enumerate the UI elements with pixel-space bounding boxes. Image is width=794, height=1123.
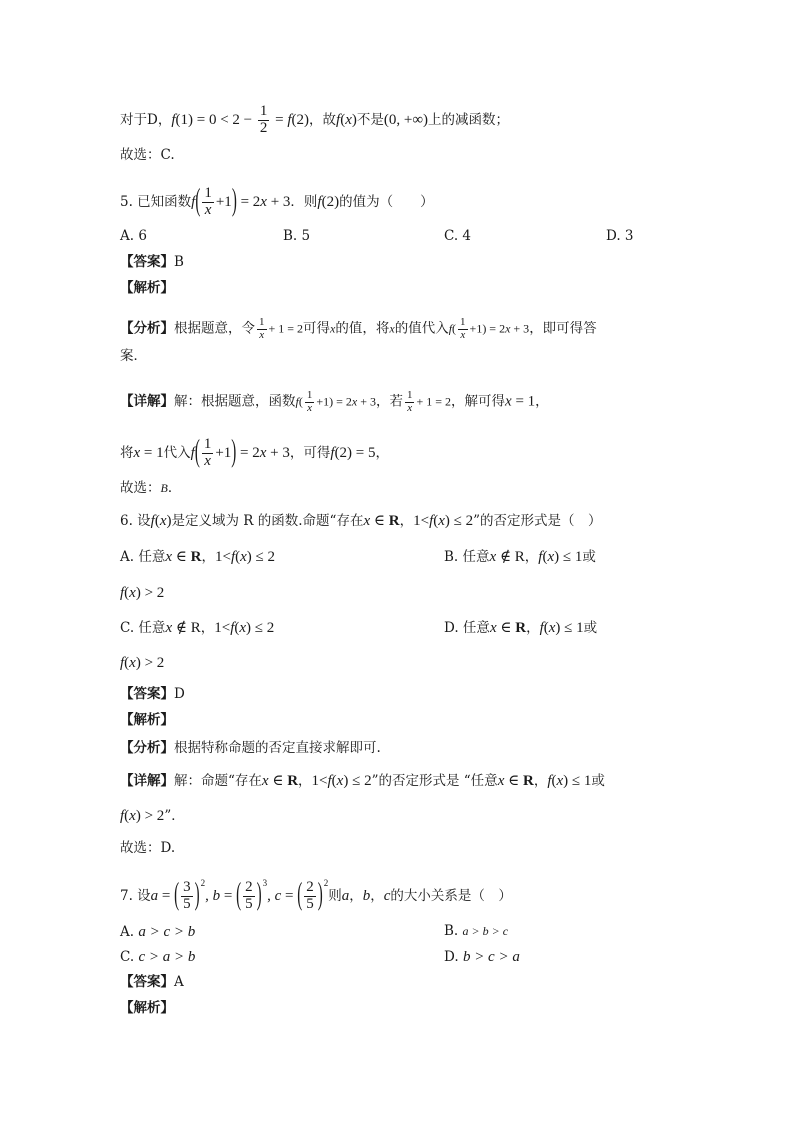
q7-answer: 【答案】A: [120, 974, 184, 990]
q5-xiangjie-line1: 【详解】解：根据题意，函数f( $\frac{1}{x}$ +1) = 2x + 3，若 $\frac{1}{x}$ + 1 = 2，解可得x = 1，: [120, 389, 549, 414]
q6-xiangjie-cont: f(x) > 2”．: [120, 808, 185, 824]
q6-option-b-cont: f(x) > 2: [120, 585, 165, 601]
q6-stem: 6. 设f(x)是定义域为 R 的函数.命题“存在x ∈ R，1<f(x) ≤ 2”的否定形式是（ ）: [120, 513, 602, 529]
q5-analysis-tag: 【解析】: [120, 280, 174, 296]
q5-option-d: D. 3: [606, 228, 634, 244]
q5-xiangjie-line2: 将x = 1代入f( $\frac{1}{x}$ +1) = 2x + 3，可得f(2) = 5，: [120, 435, 390, 469]
q5-option-a: A. 6: [120, 228, 147, 244]
q5-fenxi-line2: 案．: [120, 348, 147, 364]
q6-option-d-cont: f(x) > 2: [120, 655, 165, 671]
q6-option-c: C. 任意x ∉ R，1<f(x) ≤ 2: [120, 620, 275, 636]
q4-answer-line: 故选：C.: [120, 147, 175, 163]
q6-option-b: B. 任意x ∉ R，f(x) ≤ 1或: [444, 549, 596, 565]
q7-option-d: D. b > c > a: [444, 949, 520, 965]
q6-fenxi: 【分析】根据特称命题的否定直接求解即可.: [120, 740, 381, 756]
q7-option-c: C. c > a > b: [120, 949, 196, 965]
q7-stem: 7. 设a = ( $\frac{3}{5}$ )$^2$, b = ( $\frac{2}{5}$ )$^3$, c = ( $\frac{2}{5}$ )$^2$则a，b，c的大小关系是（ ）: [120, 878, 512, 913]
q5-stem: 5. 已知函数f( $\frac{1}{x}$ +1) = 2x + 3．则f(2)的值为（ ）: [120, 184, 434, 218]
q7-analysis-tag: 【解析】: [120, 1000, 174, 1016]
q6-analysis-tag: 【解析】: [120, 712, 174, 728]
q4-option-d-line: 对于D，f(1) = 0 < 2 − $\frac{1}{2}$ = f(2)，故f(x)不是(0, +∞)上的减函数；: [120, 103, 510, 136]
q6-answer-line: 故选：D.: [120, 840, 176, 856]
q7-option-b: B. a > b > c: [444, 923, 509, 939]
q7-option-a: A. a > c > b: [120, 924, 196, 940]
q6-xiangjie: 【详解】解：命题“存在x ∈ R，1<f(x) ≤ 2”的否定形式是 “任意x ∈ R，f(x) ≤ 1或: [120, 773, 605, 789]
q6-option-d: D. 任意x ∈ R，f(x) ≤ 1或: [444, 620, 598, 636]
q5-option-c: C. 4: [444, 228, 472, 244]
q5-answer: 【答案】B: [120, 254, 184, 270]
q5-choose-line: 故选：B．: [120, 480, 182, 496]
q5-option-b: B. 5: [283, 228, 311, 244]
q6-answer: 【答案】D: [120, 686, 185, 702]
q5-fenxi-line1: 【分析】根据题意，令 $\frac{1}{x}$ + 1 = 2可得x的值，将x的值代入f( $\frac{1}{x}$ +1) = 2x + 3，即可得答: [120, 316, 597, 341]
q6-option-a: A. 任意x ∈ R，1<f(x) ≤ 2: [120, 549, 276, 565]
